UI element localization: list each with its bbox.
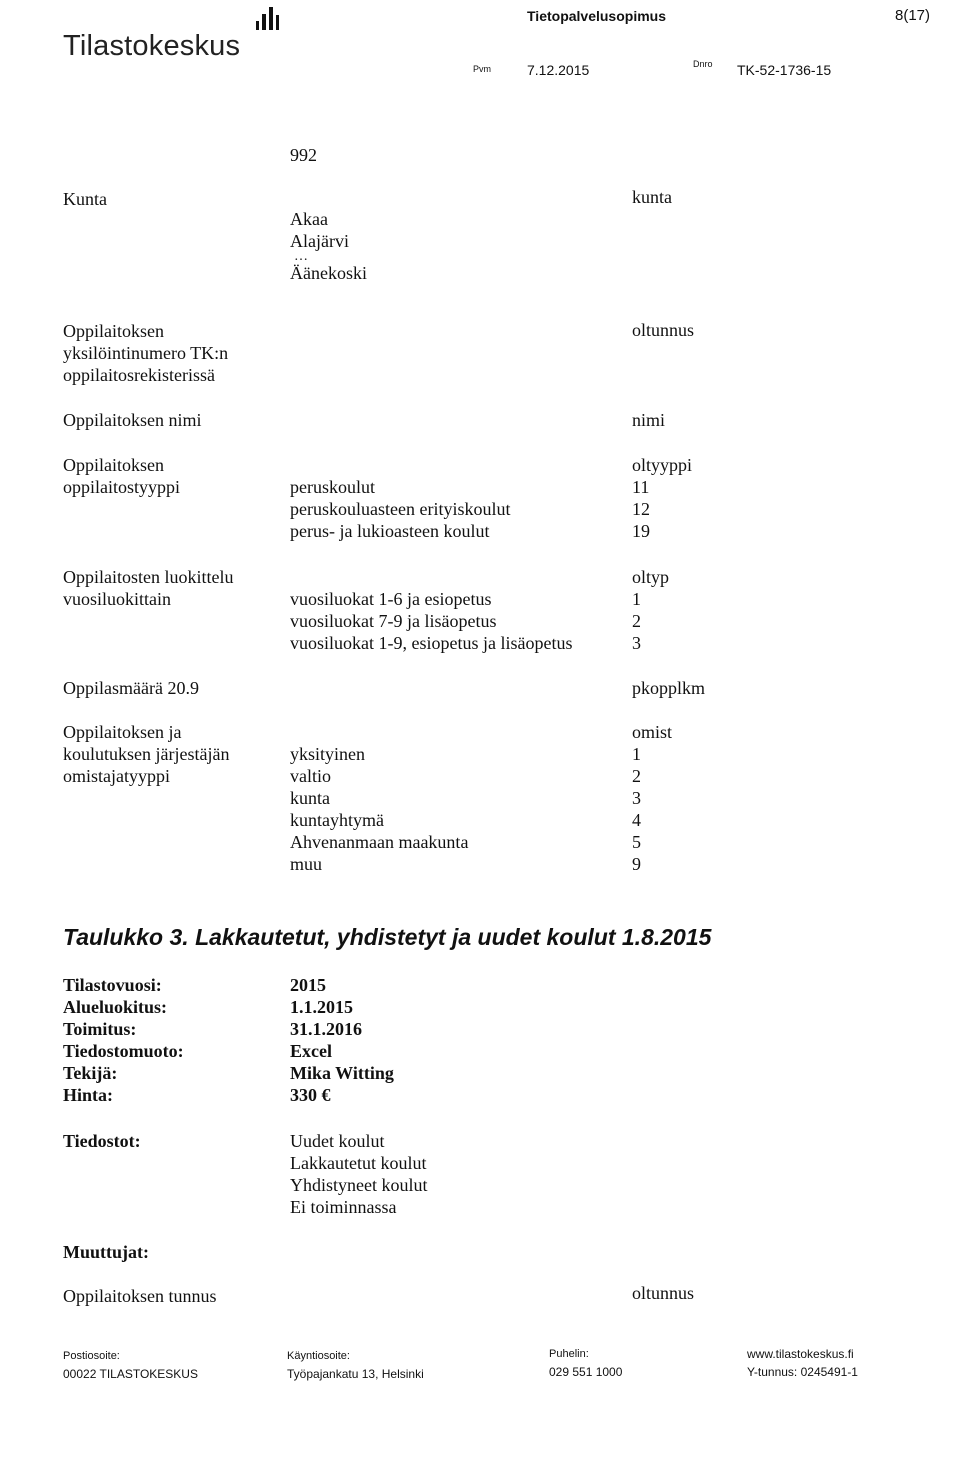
pkopplkm-label: Oppilasmäärä 20.9 [63, 678, 199, 698]
meta-label: Tilastovuosi: [63, 975, 162, 995]
list-item: Lakkautetut koulut [290, 1153, 427, 1173]
code-value: 3 [632, 788, 641, 808]
list-item: muu [290, 854, 323, 874]
org-logo-text: Tilastokeskus [63, 30, 241, 62]
meta-value: 1.1.2015 [290, 997, 353, 1017]
list-item: yksityinen [290, 744, 365, 764]
code-value: 4 [632, 810, 641, 830]
list-item: Äänekoski [290, 263, 367, 283]
files-list [290, 1130, 428, 1218]
nimi-variable: nimi [632, 410, 666, 430]
meta-values [290, 974, 394, 1106]
footer-phone [549, 1345, 622, 1381]
footer-visit-value: Työpajankatu 13, Helsinki [287, 1367, 424, 1381]
code-value: 5 [632, 832, 641, 852]
list-item: Ahvenanmaan maakunta [290, 832, 469, 852]
oltunnus-label: Oppilaitoksen yksilöintinumero TK:n oppilaitosrekisterissä [63, 321, 229, 385]
variables-heading: Muuttujat: [63, 1242, 149, 1262]
list-item: Yhdistyneet koulut [290, 1175, 428, 1195]
oltyyppi-values [290, 476, 510, 542]
table-caption: Taulukko 3. Lakkautetut, yhdistetyt ja uudet koulut 1.8.2015 [63, 924, 712, 950]
meta-labels [63, 974, 184, 1106]
oltyp-codes: oltyp 1 2 3 [632, 567, 670, 653]
list-item: vuosiluokat 7-9 ja lisäopetus [290, 611, 497, 631]
meta-value: 2015 [290, 975, 326, 995]
kunta-values [290, 208, 367, 284]
list-item: peruskouluasteen erityiskoulut [290, 499, 511, 519]
code-value: 11 [632, 477, 650, 497]
list-item: kuntayhtymä [290, 810, 384, 830]
oltyp-label: Oppilaitosten luokittelu vuosiluokittain [63, 567, 234, 609]
code-value: 12 [632, 499, 650, 519]
code-value: 9 [632, 854, 641, 874]
oltunnus-variable: oltunnus [632, 320, 695, 340]
code-value: 19 [632, 521, 650, 541]
document-type: Tietopalvelusopimus [527, 8, 666, 24]
footer-contact [747, 1345, 858, 1381]
tilastokeskus-logo-icon [255, 4, 281, 32]
list-item: Uudet koulut [290, 1131, 385, 1151]
page-number: 8(17) [895, 7, 931, 24]
footer-visit-label: Käyntiosoite: [287, 1350, 350, 1362]
footer-postal-value: 00022 TILASTOKESKUS [63, 1367, 198, 1381]
pkopplkm-variable: pkopplkm [632, 678, 706, 698]
code-992: 992 [290, 145, 317, 165]
date-label: Pvm [473, 64, 491, 74]
oppilaitoksen-tunnus-label: Oppilaitoksen tunnus [63, 1286, 217, 1306]
meta-value: 330 € [290, 1085, 331, 1105]
list-item: Alajärvi [290, 231, 349, 251]
list-item: valtio [290, 766, 331, 786]
oltyp-values [290, 588, 572, 654]
nimi-label: Oppilaitoksen nimi [63, 410, 202, 430]
footer-web-link[interactable]: www.tilastokeskus.fi [747, 1347, 854, 1361]
oltyyppi-codes: oltyyppi 11 12 19 [632, 455, 693, 541]
code-value: 2 [632, 766, 641, 786]
code-value: 1 [632, 744, 641, 764]
list-item: kunta [290, 788, 330, 808]
oltyyppi-label: Oppilaitoksen oppilaitostyyppi [63, 455, 180, 497]
footer-postal-label: Postiosoite: [63, 1350, 120, 1362]
meta-value: Excel [290, 1041, 332, 1061]
meta-value: 31.1.2016 [290, 1019, 362, 1039]
meta-label: Alueluokitus: [63, 997, 168, 1017]
list-item: … [294, 249, 308, 264]
code-value: 2 [632, 611, 641, 631]
list-item: vuosiluokat 1-6 ja esiopetus [290, 589, 492, 609]
kunta-label: Kunta [63, 189, 107, 209]
omist-values [290, 743, 468, 875]
kunta-variable: kunta [632, 187, 672, 207]
list-item: peruskoulut [290, 477, 375, 497]
meta-label: Hinta: [63, 1085, 114, 1105]
reference-value: TK-52-1736-15 [737, 62, 832, 78]
list-item: vuosiluokat 1-9, esiopetus ja lisäopetus [290, 633, 573, 653]
list-item: perus- ja lukioasteen koulut [290, 521, 490, 541]
footer-visit [287, 1347, 424, 1383]
oppilaitoksen-tunnus-variable: oltunnus [632, 1283, 695, 1303]
meta-label: Toimitus: [63, 1019, 137, 1039]
code-value: 3 [632, 633, 641, 653]
code-value: 1 [632, 589, 641, 609]
date-value: 7.12.2015 [527, 62, 590, 78]
footer-postal [63, 1347, 198, 1383]
files-label: Tiedostot: [63, 1131, 141, 1151]
list-item: Ei toiminnassa [290, 1197, 397, 1217]
omist-codes: omist 1 2 3 4 5 9 [632, 722, 673, 874]
omist-label: Oppilaitoksen ja koulutuksen järjestäjän omistajatyyppi [63, 722, 230, 786]
list-item: Akaa [290, 209, 328, 229]
reference-label: Dnro [693, 59, 713, 69]
meta-value: Mika Witting [290, 1063, 394, 1083]
meta-label: Tiedostomuoto: [63, 1041, 184, 1061]
footer-ytunnus: Y-tunnus: 0245491-1 [747, 1365, 858, 1379]
meta-label: Tekijä: [63, 1063, 118, 1083]
footer-phone-label: Puhelin: [549, 1348, 589, 1360]
footer-phone-value: 029 551 1000 [549, 1365, 623, 1379]
